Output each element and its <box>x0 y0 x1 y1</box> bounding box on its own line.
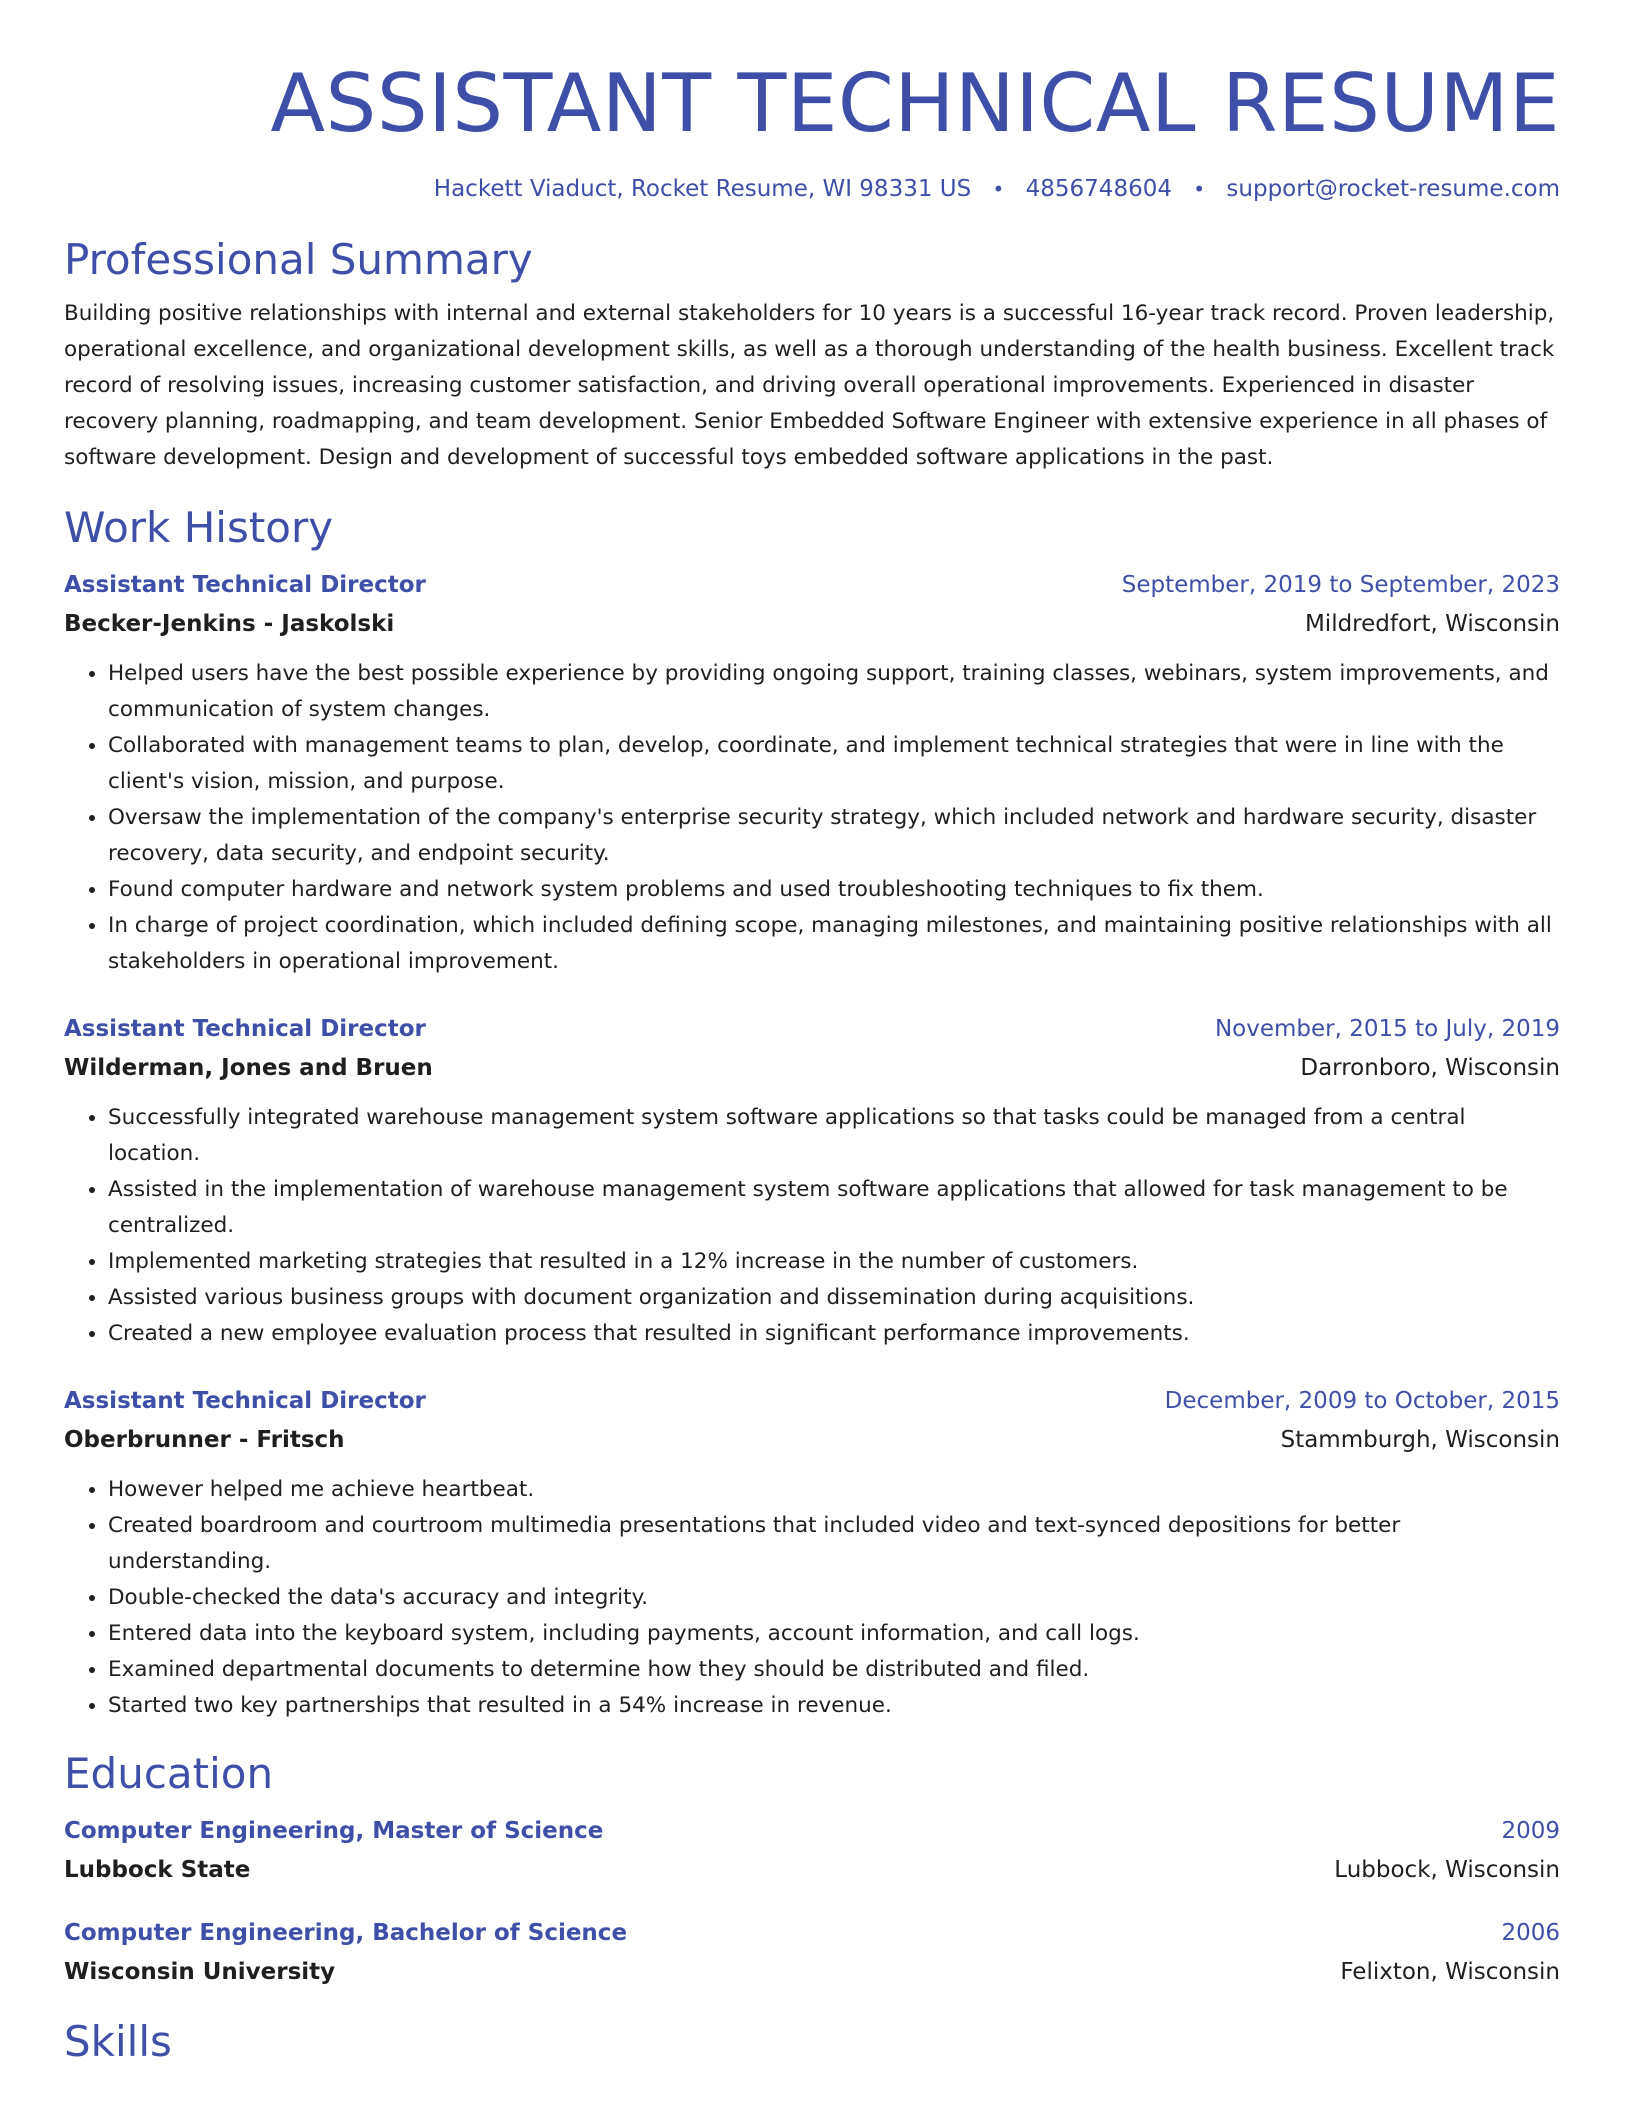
job-bullet: • Double-checked the data's accuracy and integrity. <box>108 1580 1560 1616</box>
degree-year: 2009 <box>1501 1818 1560 1844</box>
job-bullet: • Assisted various business groups with document organization and dissemination during acquisitions. <box>108 1280 1560 1316</box>
job-bullet: • Entered data into the keyboard system, including payments, account information, and call logs. <box>108 1616 1560 1652</box>
school-name: Wisconsin University <box>64 1959 336 1985</box>
work-history-heading: Work History <box>64 503 334 552</box>
job-bullet: • Helped users have the best possible experience by providing ongoing support, training classes, webinars, system improvements, and communication of system changes. <box>108 656 1560 728</box>
contact-phone: 4856748604 <box>1025 176 1172 202</box>
job-company: Oberbrunner - Fritsch <box>64 1427 345 1453</box>
job-bullet: • Assisted in the implementation of warehouse management system software applications that allowed for task management to be centralized. <box>108 1172 1560 1244</box>
job-bullet: • Created boardroom and courtroom multimedia presentations that included video and text-synced depositions for better understanding. <box>108 1508 1560 1580</box>
job-title: Assistant Technical Director <box>64 1388 426 1414</box>
job-bullet: • Started two key partnerships that resulted in a 54% increase in revenue. <box>108 1688 1560 1724</box>
job-bullet: • Collaborated with management teams to plan, develop, coordinate, and implement technical strategies that were in line with the client's vision, mission, and purpose. <box>108 728 1560 800</box>
job-dates: December, 2009 to October, 2015 <box>1164 1388 1560 1414</box>
education-entry <box>64 1812 1560 1890</box>
degree-title: Computer Engineering, Master of Science <box>64 1818 604 1844</box>
degree-title: Computer Engineering, Bachelor of Science <box>64 1920 628 1946</box>
job-location: Stammburgh, Wisconsin <box>1280 1427 1560 1453</box>
job-bullets <box>64 1472 1560 1724</box>
degree-year: 2006 <box>1501 1920 1560 1946</box>
job-dates: November, 2015 to July, 2019 <box>1214 1016 1560 1042</box>
contact-separator: • <box>1193 177 1206 201</box>
resume-page <box>64 0 1560 2070</box>
job-bullet: • Found computer hardware and network system problems and used troubleshooting techniques to fix them. <box>108 872 1560 908</box>
contact-line <box>64 172 1560 206</box>
job-bullet: • However helped me achieve heartbeat. <box>108 1472 1560 1508</box>
job-company: Becker-Jenkins - Jaskolski <box>64 611 395 637</box>
job-company: Wilderman, Jones and Bruen <box>64 1055 433 1081</box>
work-entry <box>64 1010 1560 1352</box>
contact-address: Hackett Viaduct, Rocket Resume, WI 98331 US <box>433 176 972 202</box>
job-bullet: • In charge of project coordination, which included defining scope, managing milestones, and maintaining positive relationships with all stakeholders in operational improvement. <box>108 908 1560 980</box>
contact-email: support@rocket-resume.com <box>1226 176 1560 202</box>
job-title: Assistant Technical Director <box>64 572 426 598</box>
job-bullets <box>64 656 1560 980</box>
school-location: Felixton, Wisconsin <box>1340 1959 1560 1985</box>
contact-separator: • <box>992 177 1005 201</box>
work-entry <box>64 566 1560 980</box>
job-bullet: • Examined departmental documents to determine how they should be distributed and filed. <box>108 1652 1560 1688</box>
school-name: Lubbock State <box>64 1857 251 1883</box>
school-location: Lubbock, Wisconsin <box>1334 1857 1560 1883</box>
job-bullet: • Successfully integrated warehouse management system software applications so that tasks could be managed from a central location. <box>108 1100 1560 1172</box>
work-entry <box>64 1382 1560 1724</box>
job-location: Darronboro, Wisconsin <box>1300 1055 1560 1081</box>
education-heading: Education <box>64 1749 274 1798</box>
resume-title: ASSISTANT TECHNICAL RESUME <box>270 57 1560 150</box>
education-entry <box>64 1914 1560 1992</box>
job-title: Assistant Technical Director <box>64 1016 426 1042</box>
job-dates: September, 2019 to September, 2023 <box>1121 572 1560 598</box>
job-bullet: • Implemented marketing strategies that resulted in a 12% increase in the number of customers. <box>108 1244 1560 1280</box>
job-location: Mildredfort, Wisconsin <box>1304 611 1560 637</box>
job-bullets <box>64 1100 1560 1352</box>
job-bullet: • Created a new employee evaluation process that resulted in significant performance improvements. <box>108 1316 1560 1352</box>
skills-heading: Skills <box>64 2017 172 2066</box>
summary-heading: Professional Summary <box>64 235 533 284</box>
summary-text: Building positive relationships with internal and external stakeholders for 10 years is a successful 16-year track record. Proven leadership, operational excellence, and organizational development skills, as well as a thorough understanding of the health business. Excellent track record of resolving issues, increasing customer satisfaction, and driving overall operational improvements. Experienced in disaster recovery planning, roadmapping, and team development. Senior Embedded Software Engineer with extensive experience in all phases of software development. Design and development of successful toys embedded software applications in the past. <box>64 301 1555 470</box>
job-bullet: • Oversaw the implementation of the company's enterprise security strategy, which included network and hardware security, disaster recovery, data security, and endpoint security. <box>108 800 1560 872</box>
